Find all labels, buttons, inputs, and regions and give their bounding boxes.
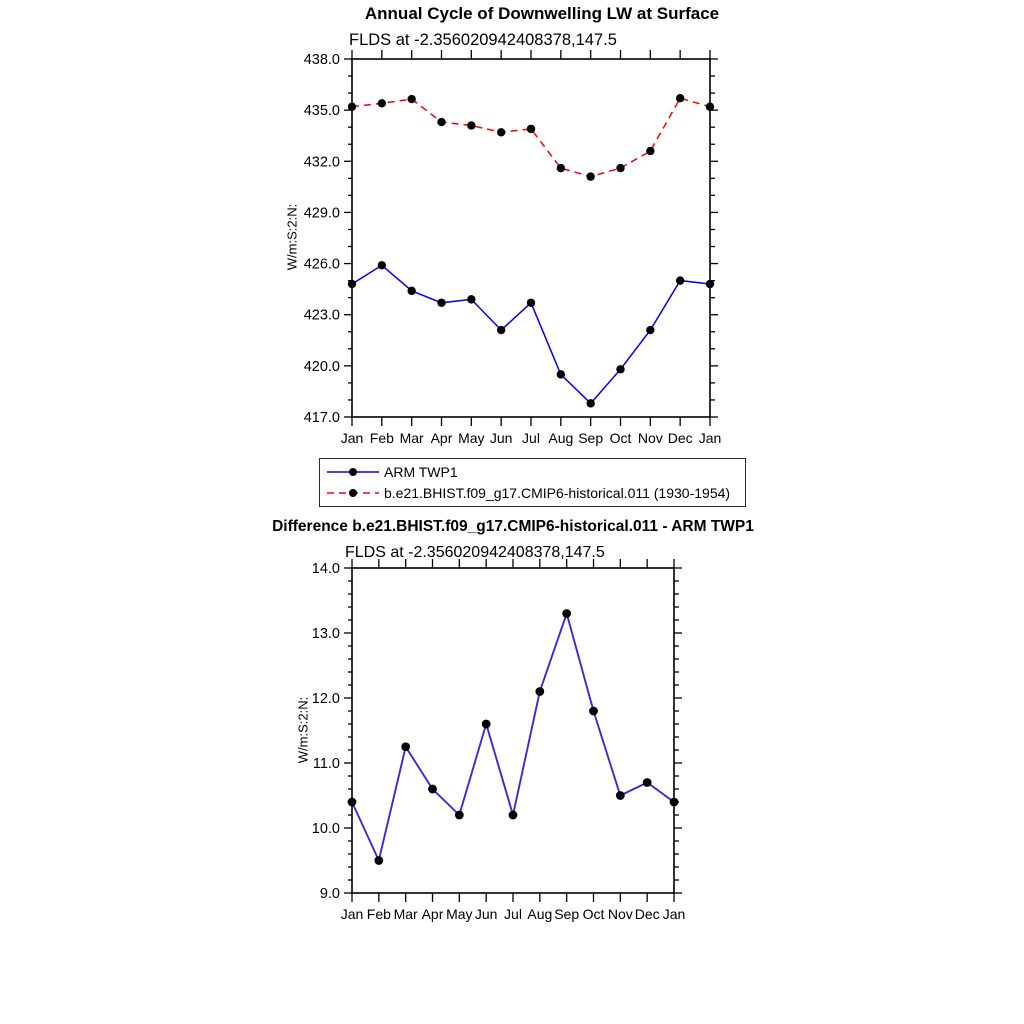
data-point-marker bbox=[562, 609, 571, 618]
x-tick-label: Feb bbox=[369, 430, 394, 446]
data-point-marker bbox=[706, 280, 714, 288]
data-point-marker bbox=[378, 261, 386, 269]
data-point-marker bbox=[401, 742, 410, 751]
legend-item-model bbox=[324, 483, 745, 504]
data-point-marker bbox=[676, 276, 684, 284]
legend-box bbox=[319, 458, 746, 507]
chart1-plot-area bbox=[272, 44, 772, 454]
data-point-marker bbox=[348, 280, 356, 288]
legend-label-arm-twp1: ARM TWP1 bbox=[384, 464, 458, 480]
series-line bbox=[352, 98, 710, 176]
x-tick-label: Jul bbox=[504, 906, 522, 922]
x-tick-label: Sep bbox=[578, 430, 604, 446]
x-tick-label: Sep bbox=[554, 906, 580, 922]
data-point-marker bbox=[557, 164, 565, 172]
y-tick-label: 423.0 bbox=[303, 307, 340, 324]
data-point-marker bbox=[437, 299, 445, 307]
data-point-marker bbox=[586, 399, 594, 407]
x-tick-label: Jan bbox=[662, 906, 686, 922]
x-tick-label: Jan bbox=[698, 430, 722, 446]
series-line bbox=[352, 265, 710, 403]
y-tick-label: 429.0 bbox=[303, 205, 340, 222]
x-tick-label: Jan bbox=[340, 430, 364, 446]
legend-line-sample-dashed-icon bbox=[324, 487, 382, 499]
data-point-marker bbox=[482, 720, 491, 729]
x-tick-label: Aug bbox=[527, 906, 553, 922]
data-point-marker bbox=[670, 798, 679, 807]
y-tick-label: 426.0 bbox=[303, 256, 340, 273]
x-tick-label: Jun bbox=[489, 430, 513, 446]
data-point-marker bbox=[616, 365, 624, 373]
x-tick-label: Dec bbox=[634, 906, 660, 922]
data-point-marker bbox=[643, 778, 652, 787]
x-tick-label: Feb bbox=[366, 906, 391, 922]
x-tick-label: Nov bbox=[607, 906, 633, 922]
data-point-marker bbox=[467, 121, 475, 129]
data-point-marker bbox=[586, 172, 594, 180]
y-tick-label: 417.0 bbox=[303, 410, 340, 426]
data-point-marker bbox=[407, 287, 415, 295]
x-tick-label: Dec bbox=[667, 430, 693, 446]
y-tick-label: 432.0 bbox=[303, 154, 340, 171]
x-tick-label: Oct bbox=[582, 906, 605, 922]
chart2-plot-area bbox=[272, 553, 742, 943]
data-point-marker bbox=[706, 103, 714, 111]
legend-item-arm-twp1 bbox=[324, 462, 745, 483]
x-tick-label: May bbox=[446, 906, 473, 922]
plot-border bbox=[352, 59, 710, 417]
data-point-marker bbox=[348, 103, 356, 111]
series-line bbox=[352, 614, 674, 861]
x-tick-label: Apr bbox=[430, 430, 453, 446]
x-tick-label: Jul bbox=[522, 430, 540, 446]
x-tick-label: Apr bbox=[421, 906, 444, 922]
y-tick-label: 10.0 bbox=[311, 821, 340, 837]
data-point-marker bbox=[374, 856, 383, 865]
data-point-marker bbox=[616, 791, 625, 800]
y-tick-label: 11.0 bbox=[312, 756, 340, 772]
y-tick-label: 420.0 bbox=[303, 358, 340, 375]
y-tick-label: 14.0 bbox=[311, 561, 340, 577]
x-tick-label: May bbox=[458, 430, 485, 446]
y-tick-label: 438.0 bbox=[303, 52, 340, 68]
y-tick-label: 12.0 bbox=[311, 691, 340, 707]
x-tick-label: Jan bbox=[340, 906, 364, 922]
x-tick-label: Mar bbox=[393, 906, 418, 922]
data-point-marker bbox=[455, 811, 464, 820]
data-point-marker bbox=[467, 295, 475, 303]
chart2-title: Difference b.e21.BHIST.f09_g17.CMIP6-historical.011 - ARM TWP1 bbox=[272, 518, 754, 535]
y-tick-label: 435.0 bbox=[303, 103, 340, 120]
data-point-marker bbox=[348, 798, 357, 807]
chart1-title: Annual Cycle of Downwelling LW at Surface bbox=[364, 4, 720, 23]
x-tick-label: Mar bbox=[399, 430, 424, 446]
x-tick-label: Jun bbox=[474, 906, 498, 922]
data-point-marker bbox=[557, 370, 565, 378]
data-point-marker bbox=[646, 326, 654, 334]
chart1-y-axis-label: W/m:S:2:N: bbox=[284, 203, 300, 271]
legend-line-sample-solid-icon bbox=[324, 466, 382, 478]
x-tick-label: Aug bbox=[548, 430, 574, 446]
y-tick-label: 13.0 bbox=[311, 626, 340, 642]
data-point-marker bbox=[527, 299, 535, 307]
data-point-marker bbox=[527, 125, 535, 133]
x-tick-label: Oct bbox=[609, 430, 632, 446]
chart2-y-axis-label: W/m:S:2:N: bbox=[295, 696, 311, 764]
x-tick-label: Nov bbox=[637, 430, 663, 446]
data-point-marker bbox=[535, 687, 544, 696]
data-point-marker bbox=[378, 99, 386, 107]
data-point-marker bbox=[497, 128, 505, 136]
y-tick-label: 9.0 bbox=[319, 886, 340, 902]
data-point-marker bbox=[616, 164, 624, 172]
data-point-marker bbox=[676, 94, 684, 102]
data-point-marker bbox=[428, 785, 437, 794]
data-point-marker bbox=[407, 95, 415, 103]
data-point-marker bbox=[437, 118, 445, 126]
data-point-marker bbox=[509, 811, 518, 820]
chart1-subtitle: FLDS at -2.356020942408378,147.5 bbox=[349, 31, 617, 49]
data-point-marker bbox=[646, 147, 654, 155]
chart2-subtitle: FLDS at -2.356020942408378,147.5 bbox=[345, 544, 605, 561]
legend-label-model: b.e21.BHIST.f09_g17.CMIP6-historical.011 (1930-1954) bbox=[384, 485, 731, 501]
data-point-marker bbox=[589, 707, 598, 716]
data-point-marker bbox=[497, 326, 505, 334]
plot-border bbox=[352, 568, 674, 893]
